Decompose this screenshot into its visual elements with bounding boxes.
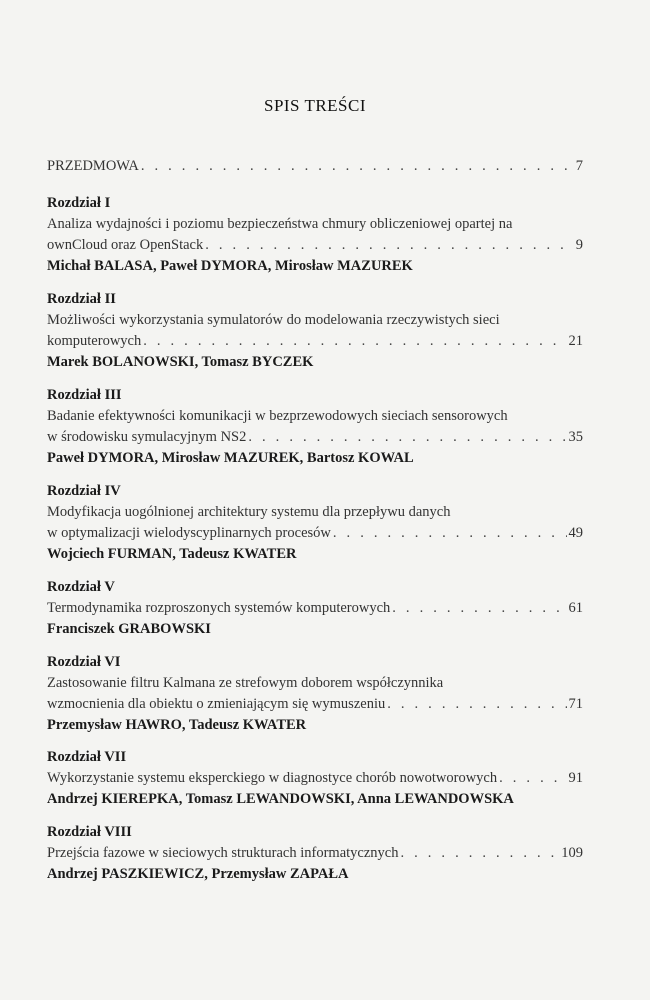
toc-line <box>47 310 583 331</box>
chapter-label: Rozdział VII <box>47 749 127 765</box>
chapter-authors: Franciszek GRABOWSKI <box>47 621 211 637</box>
chapter-title-line: Termodynamika rozproszonych systemów komputerowych <box>47 600 391 616</box>
toc-line <box>47 427 583 448</box>
chapter-label: Rozdział VIII <box>47 824 132 840</box>
leader-dots <box>400 843 559 864</box>
chapter-authors: Andrzej PASZKIEWICZ, Przemysław ZAPAŁA <box>47 866 349 882</box>
toc-line <box>47 406 583 427</box>
chapter-label: Rozdział II <box>47 291 116 307</box>
leader-dots <box>143 331 566 352</box>
chapter-label: Rozdział III <box>47 387 122 403</box>
toc-entry-chapter-2[interactable] <box>47 289 583 373</box>
chapter-title-line: wzmocnienia dla obiektu o zmieniającym się wymuszeniu <box>47 696 386 712</box>
toc-entry-preface[interactable] <box>47 156 583 177</box>
toc-line <box>47 768 583 789</box>
page-number: 35 <box>568 429 583 445</box>
toc-entry-chapter-5[interactable] <box>47 577 583 640</box>
toc-entry-chapter-8[interactable] <box>47 822 583 885</box>
toc-line <box>47 502 583 523</box>
page-number: 61 <box>568 600 583 616</box>
page-number: 21 <box>568 333 583 349</box>
chapter-title-line: Zastosowanie filtru Kalmana ze strefowym doborem współczynnika <box>47 675 444 691</box>
toc-line <box>47 235 583 256</box>
chapter-title-line: komputerowych <box>47 333 142 349</box>
chapter-label: Rozdział VI <box>47 654 121 670</box>
chapter-title-line: w optymalizacji wielodyscyplinarnych procesów <box>47 525 331 541</box>
chapter-authors: Marek BOLANOWSKI, Tomasz BYCZEK <box>47 354 314 370</box>
page-number: 109 <box>561 845 583 861</box>
leader-dots <box>387 694 566 715</box>
chapter-label: Rozdział V <box>47 579 115 595</box>
chapter-authors: Paweł DYMORA, Mirosław MAZUREK, Bartosz KOWAL <box>47 450 414 466</box>
page-number: 91 <box>568 770 583 786</box>
leader-dots <box>205 235 574 256</box>
toc-line <box>47 523 583 544</box>
page-number: 7 <box>575 158 583 174</box>
leader-dots <box>248 427 566 448</box>
toc-line <box>47 331 583 352</box>
chapter-title-line: Modyfikacja uogólnionej architektury systemu dla przepływu danych <box>47 504 451 520</box>
toc-line <box>47 843 583 864</box>
leader-dots <box>333 523 567 544</box>
toc-entry-chapter-3[interactable] <box>47 385 583 469</box>
toc-line <box>47 156 583 177</box>
toc-entry-chapter-7[interactable] <box>47 747 583 810</box>
chapter-title-line: Badanie efektywności komunikacji w bezprzewodowych sieciach sensorowych <box>47 408 508 424</box>
chapter-label: Rozdział I <box>47 195 111 211</box>
toc-entry-chapter-6[interactable] <box>47 652 583 736</box>
page-number: 71 <box>568 696 583 712</box>
leader-dots <box>141 156 574 177</box>
toc-entry-chapter-4[interactable] <box>47 481 583 565</box>
chapter-title-line: Analiza wydajności i poziomu bezpieczeństwa chmury obliczeniowej opartej na <box>47 216 513 232</box>
chapter-authors: Andrzej KIEREPKA, Tomasz LEWANDOWSKI, Anna LEWANDOWSKA <box>47 791 514 807</box>
toc-entry-chapter-1[interactable] <box>47 193 583 277</box>
toc-line <box>47 598 583 619</box>
toc-line <box>47 694 583 715</box>
toc-line <box>47 214 583 235</box>
toc-line <box>47 673 583 694</box>
page-title: SPIS TREŚCI <box>263 96 367 115</box>
chapter-label: Rozdział IV <box>47 483 121 499</box>
chapter-title-line: ownCloud oraz OpenStack <box>47 237 204 253</box>
chapter-title-line: Wykorzystanie systemu eksperckiego w diagnostyce chorób nowotworowych <box>47 770 498 786</box>
page-number: 9 <box>575 237 583 253</box>
preface-label: PRZEDMOWA <box>47 158 139 174</box>
chapter-title-line: Przejścia fazowe w sieciowych strukturach informatycznych <box>47 845 399 861</box>
chapter-title-line: Możliwości wykorzystania symulatorów do modelowania rzeczywistych sieci <box>47 312 500 328</box>
chapter-authors: Michał BALASA, Paweł DYMORA, Mirosław MAZUREK <box>47 258 413 274</box>
leader-dots <box>499 768 566 789</box>
chapter-authors: Przemysław HAWRO, Tadeusz KWATER <box>47 717 307 733</box>
chapter-title-line: w środowisku symulacyjnym NS2 <box>47 429 247 445</box>
leader-dots <box>392 598 566 619</box>
page-number: 49 <box>568 525 583 541</box>
chapter-authors: Wojciech FURMAN, Tadeusz KWATER <box>47 546 297 562</box>
